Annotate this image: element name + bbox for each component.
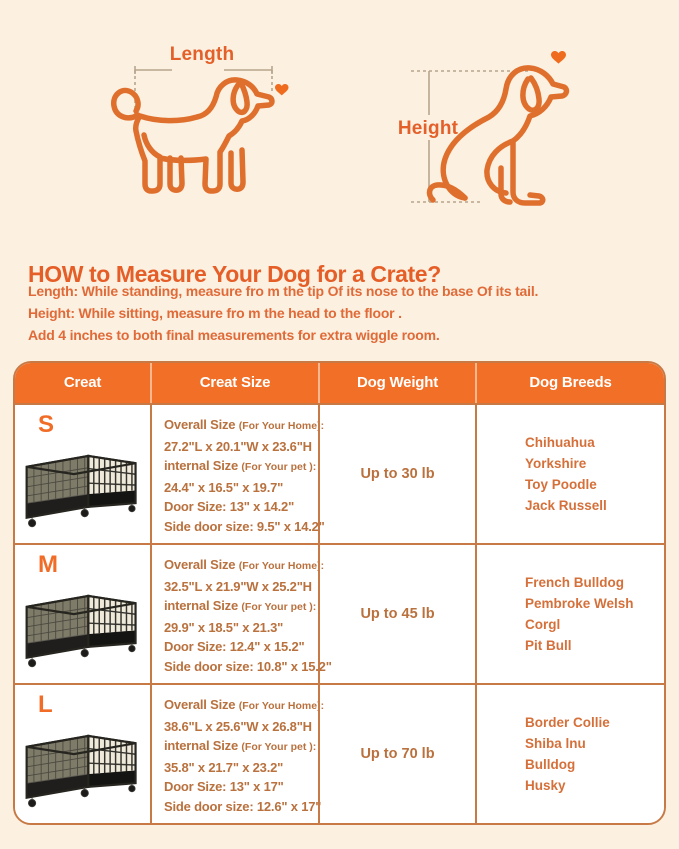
crate-photo	[23, 715, 141, 815]
size-cell: Overall Size (For Your Home): 38.6"L x 25.6"W x 26.8"H internal Size (For Your pet ): 35.8" x 21.7" x 23.2" Door Size: 13" x 17" Side door size: 12.6" x 17"	[150, 685, 318, 823]
breed-item: Bulldog	[525, 757, 576, 772]
heart-icon	[551, 51, 566, 64]
standing-dog-illustration	[114, 80, 272, 191]
breed-item: Toy Poodle	[525, 477, 597, 492]
measuring-guide	[28, 280, 668, 346]
size-cell: Overall Size (For Your Home): 27.2"L x 20.1"W x 23.6"H internal Size (For Your pet ): 24.4" x 16.5" x 19.7" Door Size: 13" x 14.2" Side door size: 9.5" x 14.2"	[150, 405, 318, 543]
breeds-cell	[475, 405, 664, 543]
length-diagram	[100, 45, 300, 200]
crate-cell	[15, 545, 150, 683]
table-header-row	[15, 363, 664, 403]
breed-item: Jack Russell	[525, 498, 607, 513]
table-row	[15, 403, 664, 543]
height-label: Height	[397, 118, 459, 139]
crate-letter: S	[38, 411, 55, 438]
breed-item: Shiba lnu	[525, 736, 586, 751]
breed-item: Border Collie	[525, 715, 610, 730]
guide-line-wiggle: Add 4 inches to both final measurements for extra wiggle room.	[28, 327, 440, 343]
breed-item: Corgl	[525, 617, 561, 632]
length-dimension-line	[135, 66, 272, 118]
breeds-cell	[475, 685, 664, 823]
size-cell: Overall Size (For Your Home): 32.5"L x 21.9"W x 25.2"H internal Size (For Your pet ): 29.9" x 18.5" x 21.3" Door Size: 12.4" x 15.2" Side door size: 10.8" x 15.2"	[150, 545, 318, 683]
breed-item: Husky	[525, 778, 566, 793]
weight-cell: Up to 45 lb	[318, 545, 475, 683]
header-cell-dog-weight: Dog Weight	[318, 363, 475, 403]
table-row	[15, 543, 664, 683]
header-cell-creat: Creat	[63, 374, 102, 391]
table-row	[15, 683, 664, 823]
crate-cell	[15, 685, 150, 823]
heart-icon	[275, 84, 289, 95]
crate-cell	[15, 405, 150, 543]
length-label: Length	[169, 44, 235, 65]
header-cell-dog-breeds: Dog Breeds	[475, 363, 664, 403]
guide-line-length: Length: While standing, measure fro m the tip Of its nose to the base Of its tail.	[28, 283, 539, 299]
breed-item: Yorkshire	[525, 456, 587, 471]
crate-letter: L	[38, 691, 53, 718]
crate-size-table	[13, 361, 666, 825]
page-title: HOW to Measure Your Dog for a Crate?	[28, 261, 441, 288]
breed-item: Pit Bull	[525, 638, 572, 653]
header-cell-creat-size: Creat Size	[150, 363, 318, 403]
weight-cell: Up to 70 lb	[318, 685, 475, 823]
crate-photo	[23, 575, 141, 675]
breed-item: Pembroke Welsh	[525, 596, 634, 611]
weight-cell: Up to 30 lb	[318, 405, 475, 543]
guide-line-height: Height: While sitting, measure fro m the head to the floor .	[28, 305, 402, 321]
breeds-cell	[475, 545, 664, 683]
crate-photo	[23, 435, 141, 535]
crate-letter: M	[38, 551, 58, 578]
breed-item: French Bulldog	[525, 575, 624, 590]
breed-item: Chihuahua	[525, 435, 595, 450]
